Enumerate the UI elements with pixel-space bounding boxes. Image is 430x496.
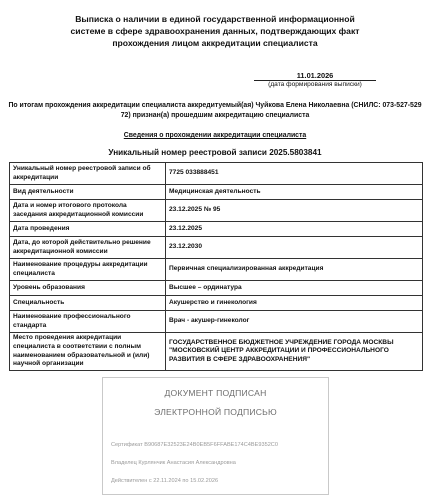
row-label: Вид деятельности — [10, 185, 166, 200]
row-label: Наименование процедуры аккредитации специалиста — [10, 259, 166, 281]
title-line-1: Выписка о наличии в единой государственной информационной — [75, 14, 355, 24]
row-label: Дата, до которой действительно решение аккредитационной комиссии — [10, 237, 166, 259]
row-value: Медицинская деятельность — [166, 185, 423, 200]
registry-number-heading: Уникальный номер реестровой записи 2025.5803841 — [108, 148, 322, 157]
row-label: Дата и номер итогового протокола заседания аккредитационной комиссии — [10, 200, 166, 222]
table-row — [10, 281, 423, 296]
intro-paragraph — [8, 101, 422, 121]
row-value: Высшее – ординатура — [166, 281, 423, 296]
document-title — [20, 13, 410, 49]
table-row — [10, 222, 423, 237]
stamp-title-line-1: ДОКУМЕНТ ПОДПИСАН — [164, 388, 267, 398]
table-row — [10, 259, 423, 281]
title-line-2: системе в сфере здравоохранения данных, подтверждающих факт — [70, 26, 360, 36]
intro-line-2: 72) признан(а) прошедшим аккредитацию специалиста — [120, 112, 310, 119]
row-label: Уровень образования — [10, 281, 166, 296]
table-row — [10, 200, 423, 222]
row-value: 23.12.2025 № 95 — [166, 200, 423, 222]
accreditation-table — [9, 162, 423, 371]
row-value: ГОСУДАРСТВЕННОЕ БЮДЖЕТНОЕ УЧРЕЖДЕНИЕ ГОРОДА МОСКВЫ "МОСКОВСКИЙ ЦЕНТР АККРЕДИТАЦИИ И ПРОФЕССИОНАЛЬНОГО РАЗВИТИЯ В СФЕРЕ ЗДРАВООХРАНЕНИЯ" — [166, 333, 423, 371]
intro-line-1: По итогам прохождения аккредитации специалиста аккредитуемый(ая) Чуйкова Елена Николаевна (СНИЛС: 073-527-529 — [8, 102, 422, 109]
row-value: 23.12.2025 — [166, 222, 423, 237]
table-row — [10, 163, 423, 185]
row-value: 7725 033888451 — [166, 163, 423, 185]
stamp-certificate: Сертификат B90687E32523E24B0EB5F6FFABE174C4BE9352C0 — [111, 442, 278, 448]
row-value: Врач - акушер-гинеколог — [166, 311, 423, 333]
row-value: Первичная специализированная аккредитация — [166, 259, 423, 281]
electronic-signature-stamp — [102, 377, 329, 495]
row-value: Акушерство и гинекология — [166, 296, 423, 311]
row-label: Место проведения аккредитации специалиста в соответствии с полным наименованием образовательной и (или) научной организации — [10, 333, 166, 371]
stamp-title-line-2: ЭЛЕКТРОННОЙ ПОДПИСЬЮ — [154, 407, 277, 417]
stamp-owner: Владелец Курлянчик Анастасия Александровна — [111, 460, 236, 466]
row-label: Дата проведения — [10, 222, 166, 237]
row-label: Специальность — [10, 296, 166, 311]
formation-date-block — [250, 71, 380, 89]
stamp-validity: Действителен с 22.11.2024 по 15.02.2026 — [111, 478, 219, 484]
title-line-3: прохождения лицом аккредитации специалиста — [112, 38, 318, 48]
table-row — [10, 333, 423, 371]
section-title: Сведения о прохождении аккредитации специалиста — [123, 132, 307, 139]
table-row — [10, 237, 423, 259]
row-label: Уникальный номер реестровой записи об аккредитации — [10, 163, 166, 185]
row-value: 23.12.2030 — [166, 237, 423, 259]
formation-date: 11.01.2026 — [296, 71, 334, 80]
table-row — [10, 185, 423, 200]
formation-date-caption: (дата формирования выписки) — [268, 81, 362, 88]
table-row — [10, 311, 423, 333]
row-label: Наименование профессионального стандарта — [10, 311, 166, 333]
table-row — [10, 296, 423, 311]
